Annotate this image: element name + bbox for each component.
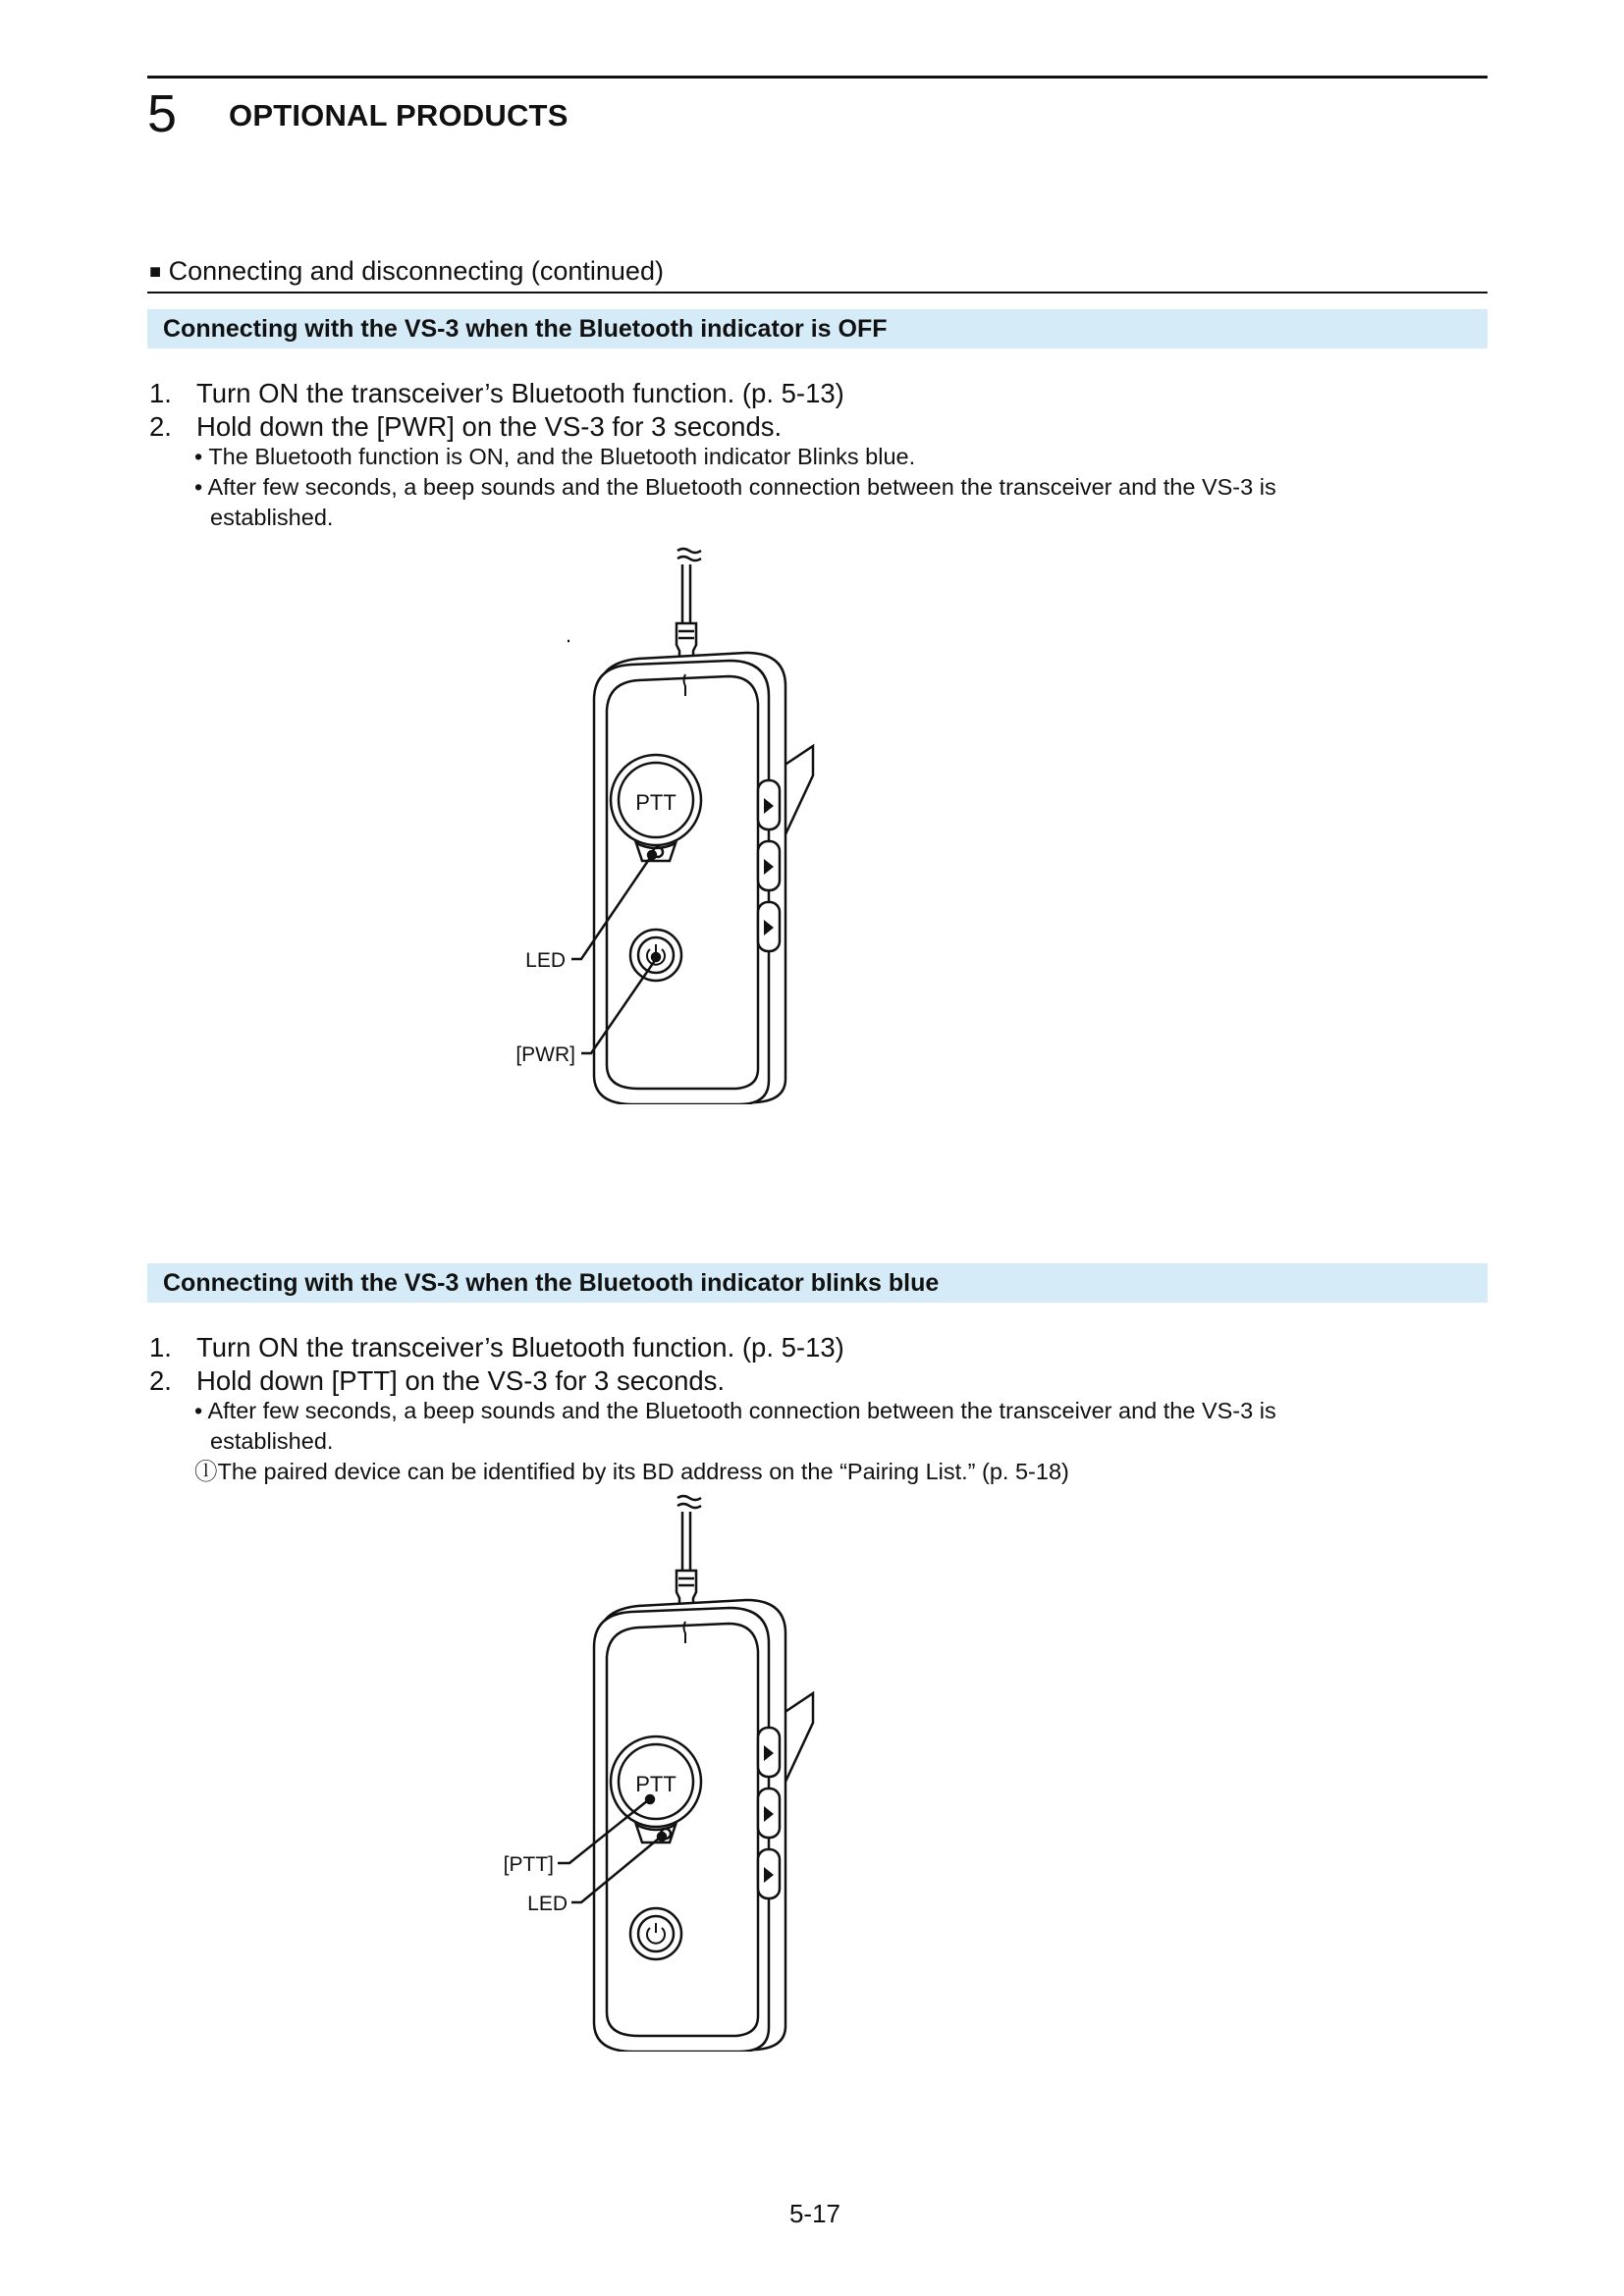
pwr-callout: [PWR] xyxy=(515,1043,575,1066)
ptt-label: PTT xyxy=(635,1772,677,1796)
step-text: Hold down the [PWR] on the VS-3 for 3 seconds. xyxy=(196,411,783,442)
vs3-figure-pwr xyxy=(491,545,844,1104)
belt-clip xyxy=(784,746,813,834)
section2-title: Connecting with the VS-3 when the Bluetooth indicator blinks blue xyxy=(147,1263,1488,1303)
led-callout: LED xyxy=(525,949,566,972)
led-callout: LED xyxy=(527,1893,568,1915)
step-number: 1. xyxy=(149,378,172,408)
step-text: Hold down [PTT] on the VS-3 for 3 seconds. xyxy=(196,1365,726,1396)
subsection-marker: ■ xyxy=(149,261,162,283)
subsection-heading xyxy=(149,254,664,289)
chapter-number: 5 xyxy=(147,84,178,143)
device-body xyxy=(594,661,769,1104)
ptt-callout: [PTT] xyxy=(503,1853,554,1876)
page-number: 5-17 xyxy=(788,2199,841,2228)
section2-info-note xyxy=(194,1457,1069,1487)
cable-break-icon xyxy=(677,549,701,553)
belt-clip xyxy=(784,1693,813,1782)
info-icon: ⓛ xyxy=(194,1459,218,1484)
step-text: Turn ON the transceiver’s Bluetooth function. (p. 5-13) xyxy=(196,1332,844,1362)
ptt-label: PTT xyxy=(635,790,677,815)
section1-note-2: • After few seconds, a beep sounds and the Bluetooth connection between the transceiver and the VS-3 is xyxy=(194,474,1276,500)
section2-step-2 xyxy=(149,1364,1033,1398)
step-number: 1. xyxy=(149,1332,172,1362)
section1-note-1: • The Bluetooth function is ON, and the Bluetooth indicator Blinks blue. xyxy=(194,444,916,469)
vs3-figure-ptt xyxy=(491,1492,844,2052)
step-number: 2. xyxy=(149,411,172,442)
step-number: 2. xyxy=(149,1365,172,1396)
device-body xyxy=(594,1608,769,2052)
section1-step-2 xyxy=(149,410,1033,444)
info-note-text: The paired device can be identified by its BD address on the “Pairing List.” (p. 5-18) xyxy=(217,1459,1069,1484)
section2-note-1: • After few seconds, a beep sounds and the Bluetooth connection between the transceiver and the VS-3 is xyxy=(194,1398,1276,1423)
subsection-title: Connecting and disconnecting (continued) xyxy=(168,256,664,286)
section2-step-1 xyxy=(149,1331,1033,1364)
section2-note-2: established. xyxy=(210,1428,334,1454)
chapter-title: OPTIONAL PRODUCTS xyxy=(229,98,568,133)
step-text: Turn ON the transceiver’s Bluetooth function. (p. 5-13) xyxy=(196,378,844,408)
section1-note-3: established. xyxy=(210,505,334,530)
top-rule xyxy=(147,76,1488,79)
section1-step-1 xyxy=(149,377,1033,410)
subsection-rule xyxy=(147,292,1488,294)
section1-title: Connecting with the VS-3 when the Bluetooth indicator is OFF xyxy=(147,309,1488,348)
cable-break-icon xyxy=(677,1496,701,1500)
